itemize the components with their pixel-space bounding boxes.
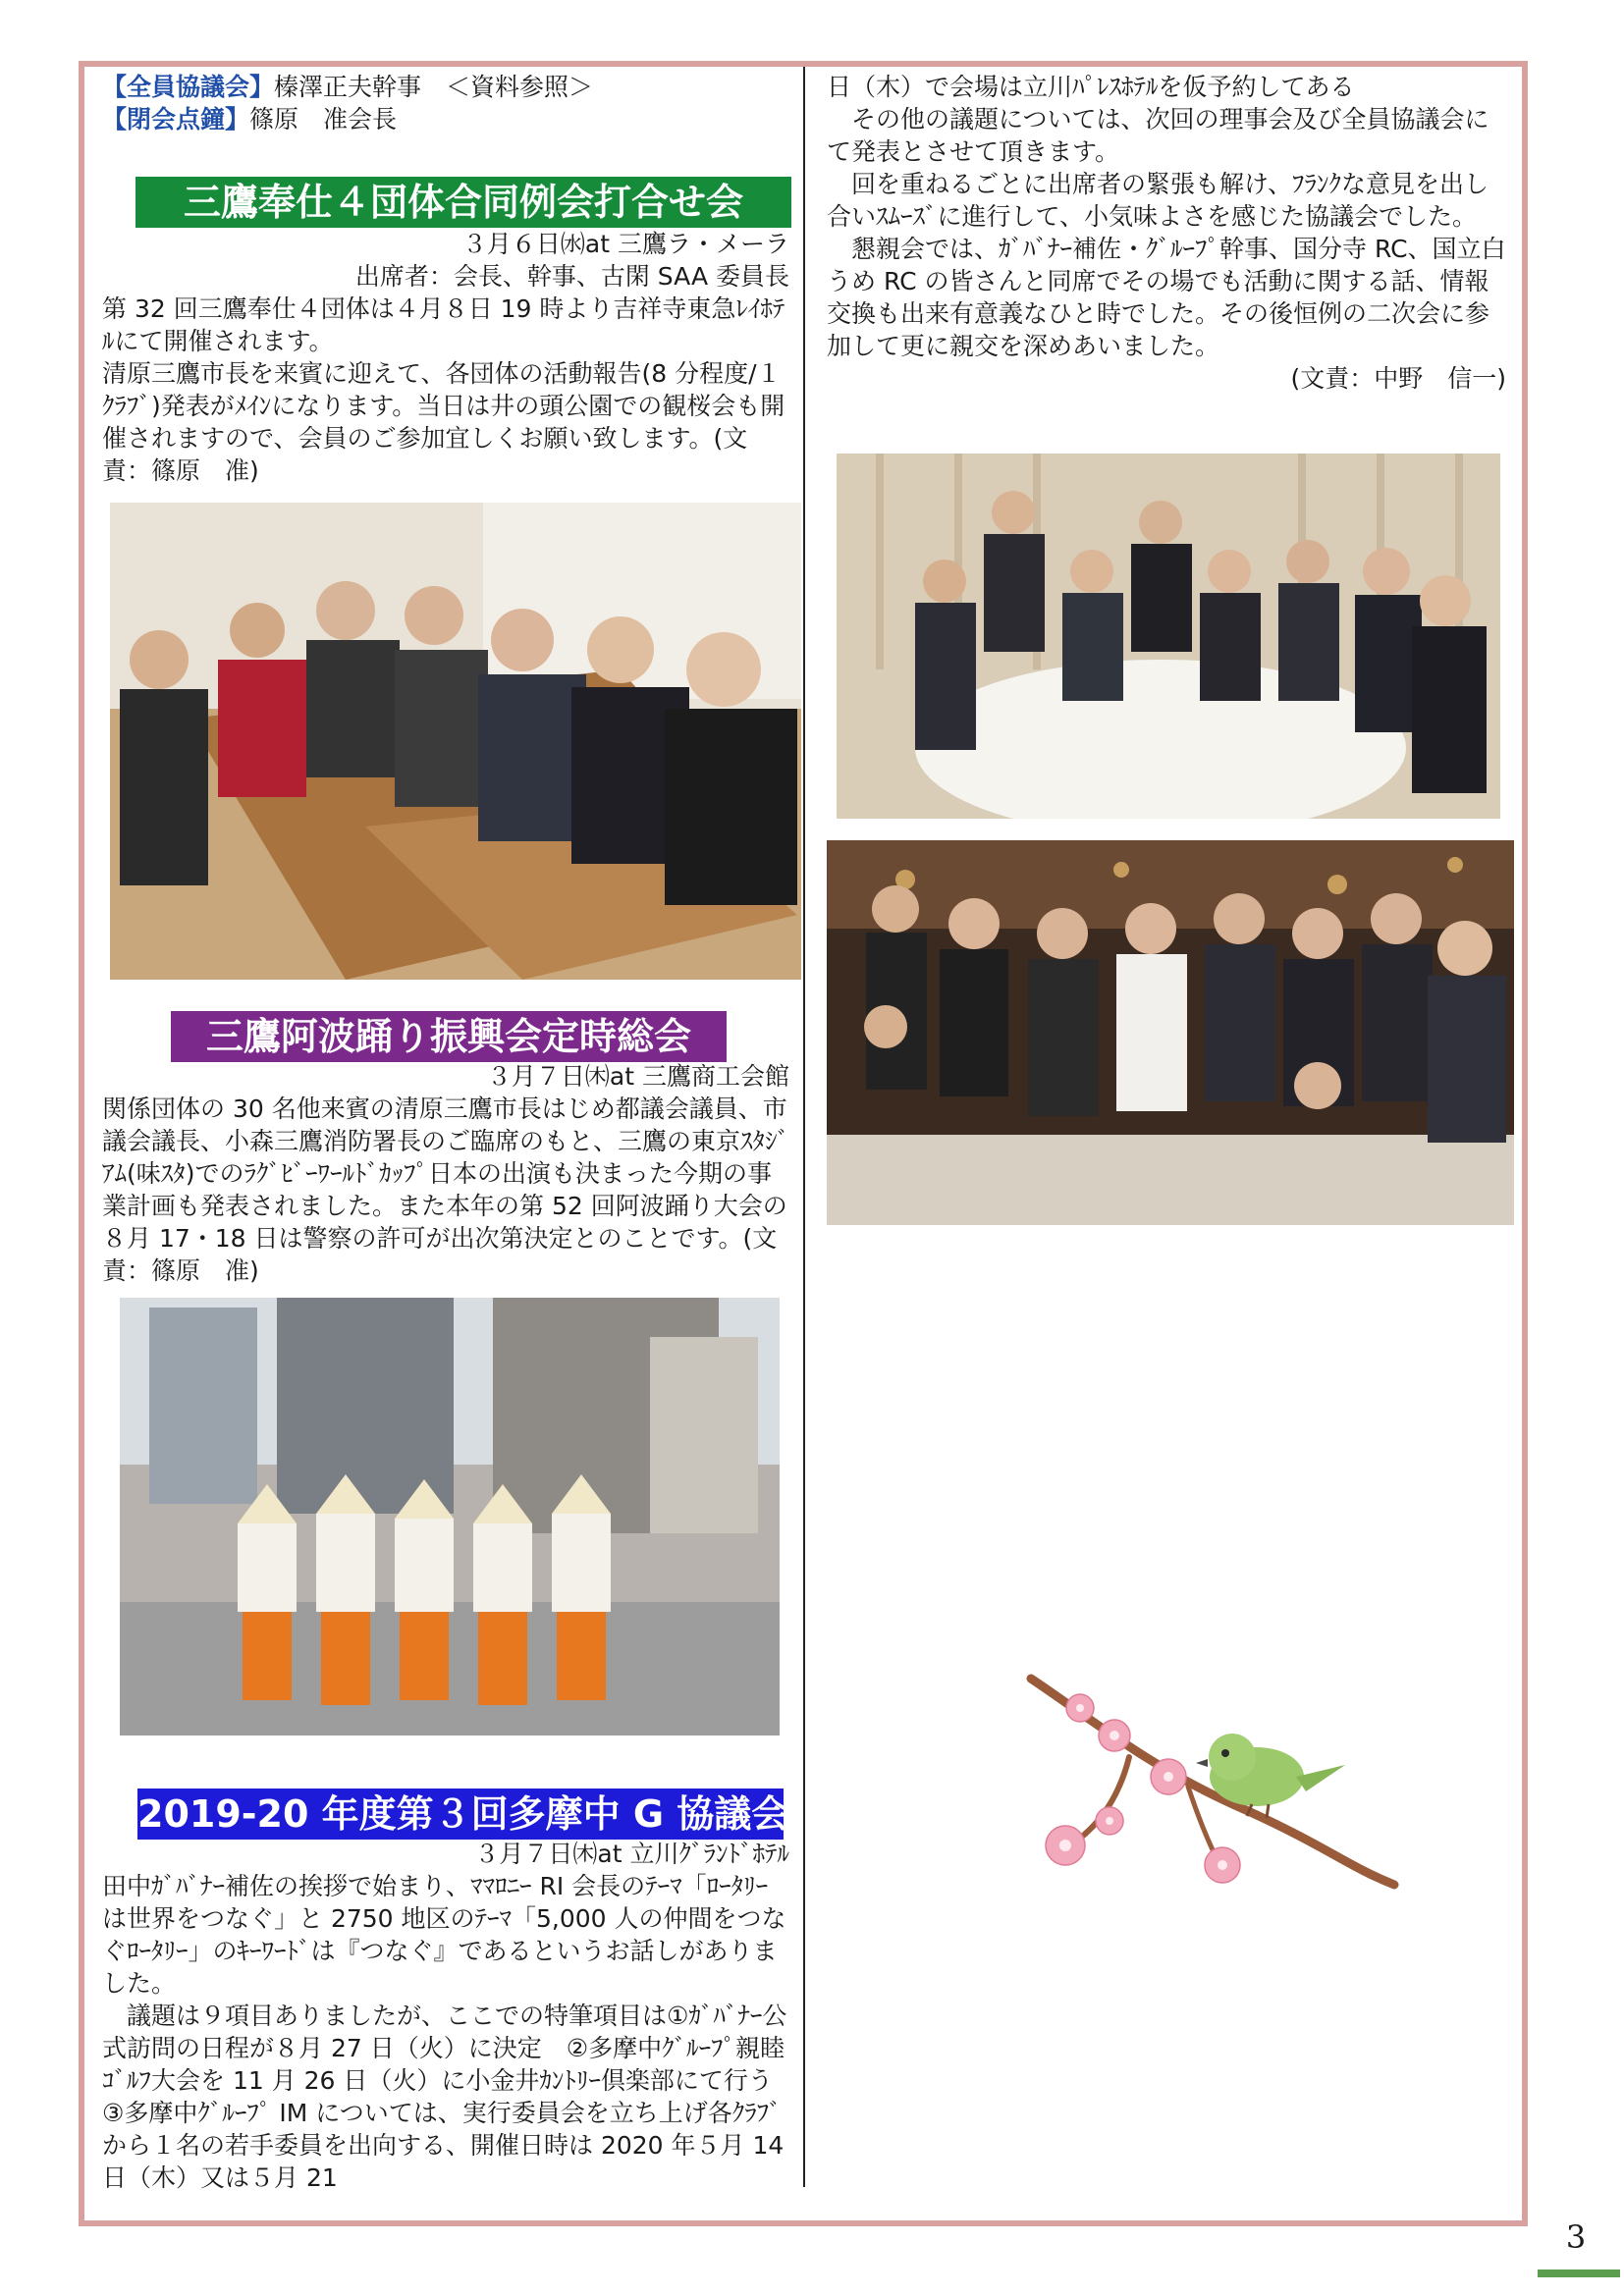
photo-second-party-group (827, 840, 1514, 1225)
section2-paragraph: 関係団体の 30 名他来賓の清原三鷹市長はじめ都議会議員、市議会議長、小森三鷹消防署長のご臨席のもと、三鷹の東京ｽﾀｼﾞｱﾑ(味ｽﾀ)でのﾗｸﾞﾋﾞｰﾜｰﾙﾄﾞｶｯﾌﾟ日本の出演も決まった今期の事業計画も発表されました。また本年の第 52 回阿波踊り大会の８月 17・18 日は警察の許可が出次第決定とのことです。(文責：篠原 准) (102, 1095, 790, 1285)
label-all-members: 【全員協議会】 (102, 73, 275, 101)
section1-body (102, 228, 789, 487)
right-paragraph2: その他の議題については、次回の理事会及び全員協議会にて発表とさせて頂きます。 (827, 105, 1489, 166)
section3-date: ３月７日㈭at 立川ｸﾞﾗﾝﾄﾞﾎﾃﾙ (474, 1840, 789, 1868)
text-closing-bell: 篠原 准会長 (249, 105, 398, 133)
section3-title: 2019-20 年度第３回多摩中 G 協議会 (137, 1789, 784, 1840)
section2-title: 三鷹阿波踊り振興会定時総会 (171, 1011, 727, 1062)
column-divider (803, 67, 805, 2187)
section1-paragraph2: 清原三鷹市長を来賓に迎えて、各団体の活動報告(8 分程度/１ｸﾗﾌﾞ)発表がﾒｲﾝになります。当日は井の頭公園での観桜会も開催されますので、会員のご参加宜しくお願い致します。(文責：篠原 准) (102, 359, 785, 485)
text-all-members: 榛澤正夫幹事 ＜資料参照＞ (274, 73, 594, 101)
right-paragraph3: 回を重ねるごとに出席者の緊張も解け、ﾌﾗﾝｸな意見を出し合いｽﾑｰｽﾞに進行して、小気味よさを感じた協議会でした。 (827, 170, 1489, 231)
section2-date: ３月７日㈭at 三鷹商工会館 (486, 1062, 789, 1091)
section1-paragraph1: 第 32 回三鷹奉仕４団体は４月８日 19 時より吉祥寺東急ﾚｲﾎﾃﾙにて開催されます。 (102, 294, 785, 355)
section2-body (102, 1060, 789, 1287)
meeting-notes (102, 71, 789, 135)
plum-branch-bird-illustration (1011, 1659, 1404, 1904)
photo-awa-odori-dancers (120, 1298, 780, 1735)
right-credit: (文責：中野 信一) (1290, 364, 1506, 393)
section1-attendees: 出席者：会長、幹事、古閑 SAA 委員長 (354, 262, 789, 291)
label-closing-bell: 【閉会点鐘】 (102, 105, 250, 133)
section1-title: 三鷹奉仕４団体合同例会打合せ会 (135, 177, 791, 228)
page-number: 3 (1565, 2218, 1587, 2256)
right-paragraph1: 日（木）で会場は立川ﾊﾟﾚｽﾎﾃﾙを仮予約してある (827, 73, 1355, 101)
right-paragraph4: 懇親会では、ｶﾞﾊﾞﾅｰ補佐・ｸﾞﾙｰﾌﾟ幹事、国分寺 RC、国立白うめ RC の皆さんと同席でその場でも活動に関する話、情報交換も出来有意義なひと時でした。その後恒例の二次会に参加して更に親交を深めあいました。 (827, 235, 1506, 360)
photo-round-table-dinner (837, 454, 1500, 819)
photo-meeting-group (110, 503, 801, 980)
section3-body (102, 1838, 797, 2194)
section1-date: ３月６日㈬at 三鷹ラ・メーラ (461, 230, 789, 258)
page-number-underline (1538, 2269, 1620, 2277)
section3-paragraph1: 田中ｶﾞﾊﾞﾅｰ補佐の挨拶で始まり、ﾏﾏﾛﾆｰ RI 会長のﾃｰﾏ「ﾛｰﾀﾘｰは世界をつなぐ」と 2750 地区のﾃｰﾏ「5,000 人の仲間をつなぐﾛｰﾀﾘｰ」のｷｰﾜｰﾄﾞは『つなぐ』であるというお話しがありました。 (102, 1872, 786, 1998)
section3-paragraph2: 議題は９項目ありましたが、ここでの特筆項目は①ｶﾞﾊﾞﾅｰ公式訪問の日程が８月 27 日（火）に決定 ②多摩中ｸﾞﾙｰﾌﾟ親睦ｺﾞﾙﾌ大会を 11 月 26 日（火）に小金井ｶﾝﾄﾘｰ倶楽部にて行う ③多摩中ｸﾞﾙｰﾌﾟ IM については、実行委員会を立ち上げ各ｸﾗﾌﾞから１名の若手委員を出向する、開催日時は 2020 年５月 14 日（木）又は５月 21 (102, 2002, 797, 2192)
right-column-text (827, 71, 1506, 395)
